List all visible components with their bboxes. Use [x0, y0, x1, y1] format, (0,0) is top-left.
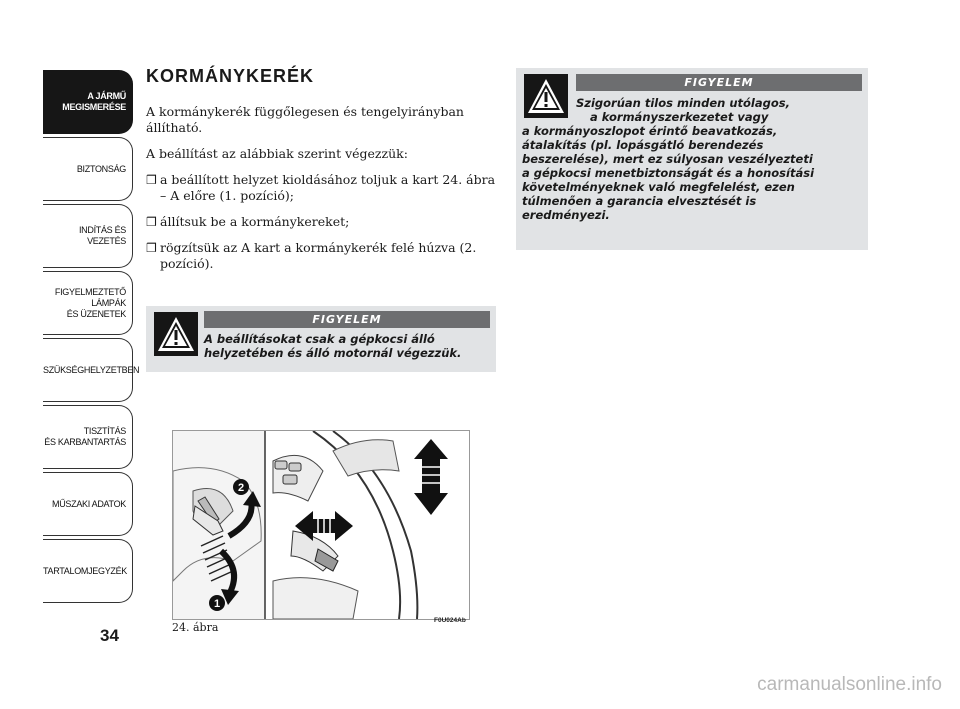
tab-label-line: TISZTÍTÁS: [83, 426, 126, 436]
checkbox-bullet-icon: ❒: [146, 173, 157, 187]
step-text: rögzítsük az A kart a kormánykerék felé húzva (2. pozíció).: [160, 240, 477, 271]
warning-text-line: a kormányoszlopot érintő beavatkozás,: [522, 124, 778, 138]
watermark: carmanualsonline.info: [757, 674, 942, 695]
checkbox-bullet-icon: ❒: [146, 241, 157, 255]
warning-label: FIGYELEM: [204, 311, 490, 328]
step-item: [146, 214, 496, 230]
tab-label-line: INDÍTÁS ÉS VEZETÉS: [78, 225, 126, 246]
tab-figyelmezteto-lampak[interactable]: [43, 271, 133, 335]
warning-text-line: átalakítás (pl. lopásgátló berendezés: [522, 138, 764, 152]
tab-label-line: FIGYELMEZTETŐ: [54, 286, 126, 297]
tab-label-line: MEGISMERÉSE: [62, 102, 126, 112]
warning-text-line: túlmenően a garancia elvesztését is: [522, 194, 757, 208]
tab-tisztitas-es-karbantartas[interactable]: [43, 405, 133, 469]
tab-label-line: A JÁRMŰ: [87, 91, 126, 101]
callout-2-label: 2: [237, 482, 245, 494]
warning-text-line: a kormányszerkezetet vagy: [590, 110, 769, 124]
step-item: [146, 240, 496, 272]
steering-illustration: [173, 431, 469, 619]
warning-box-small: [146, 306, 496, 372]
warning-box-large: [516, 68, 868, 250]
section-title: KORMÁNYKERÉK: [146, 66, 315, 86]
tab-a-jarmu-megismerese[interactable]: [43, 70, 133, 134]
page-number: 34: [100, 626, 119, 645]
tab-label-line: ÉS ÜZENETEK: [66, 308, 126, 319]
tab-biztonsag[interactable]: [43, 137, 133, 201]
checkbox-bullet-icon: ❒: [146, 215, 157, 229]
warning-text-line: beszerelése), mert ez súlyosan veszélyezteti: [522, 152, 813, 166]
figure-caption: 24. ábra: [172, 621, 219, 634]
tab-label-line: LÁMPÁK: [91, 297, 126, 308]
warning-text-line: Szigorúan tilos minden utólagos,: [576, 96, 790, 110]
tab-label-line: MŰSZAKI ADATOK: [52, 498, 126, 509]
chapter-sidebar: [43, 70, 140, 606]
tab-label-line: SZÜKSÉGHELYZETBEN: [43, 364, 140, 375]
warning-text-line: A beállításokat csak a gépkocsi álló: [204, 332, 435, 346]
warning-text-line: eredményezi.: [522, 208, 610, 222]
figure-code: F0U024Ab: [434, 617, 466, 624]
warning-text-line: a gépkocsi menetbiztonságát és a honosítási: [522, 166, 815, 180]
warning-text-line: követelményeknek való megfelelést, ezen: [522, 180, 795, 194]
intro-paragraph: A kormánykerék függőlegesen és tengelyirányban állítható.: [146, 104, 464, 135]
step-text: a beállított helyzet kioldásához toljuk a kart 24. ábra – A előre (1. pozíció);: [160, 172, 496, 203]
callout-1-label: 1: [213, 598, 221, 610]
tab-label-line: ÉS KARBANTARTÁS: [44, 437, 126, 447]
vertical-adjust-arrow-icon: [414, 439, 448, 515]
tab-inditas-es-vezetes[interactable]: [43, 204, 133, 268]
tab-label-line: BIZTONSÁG: [76, 163, 126, 174]
warning-text: [522, 96, 862, 222]
lead-paragraph: A beállítást az alábbiak szerint végezzük:: [146, 146, 408, 161]
tab-muszaki-adatok[interactable]: [43, 472, 133, 536]
steering-adjustment-figure: [172, 430, 470, 620]
tab-label-line: TARTALOMJEGYZÉK: [43, 565, 128, 576]
step-item: [146, 172, 496, 204]
warning-text: [204, 332, 494, 360]
warning-label: FIGYELEM: [576, 74, 862, 91]
tab-szukseghelyzetben[interactable]: [43, 338, 140, 402]
step-text: állítsuk be a kormánykereket;: [160, 214, 350, 229]
warning-text-line: helyzetében és álló motornál végezzük.: [204, 346, 462, 360]
warning-triangle-icon: [154, 312, 198, 356]
section-body: [146, 104, 496, 282]
tab-tartalomjegyzek[interactable]: [43, 539, 133, 603]
